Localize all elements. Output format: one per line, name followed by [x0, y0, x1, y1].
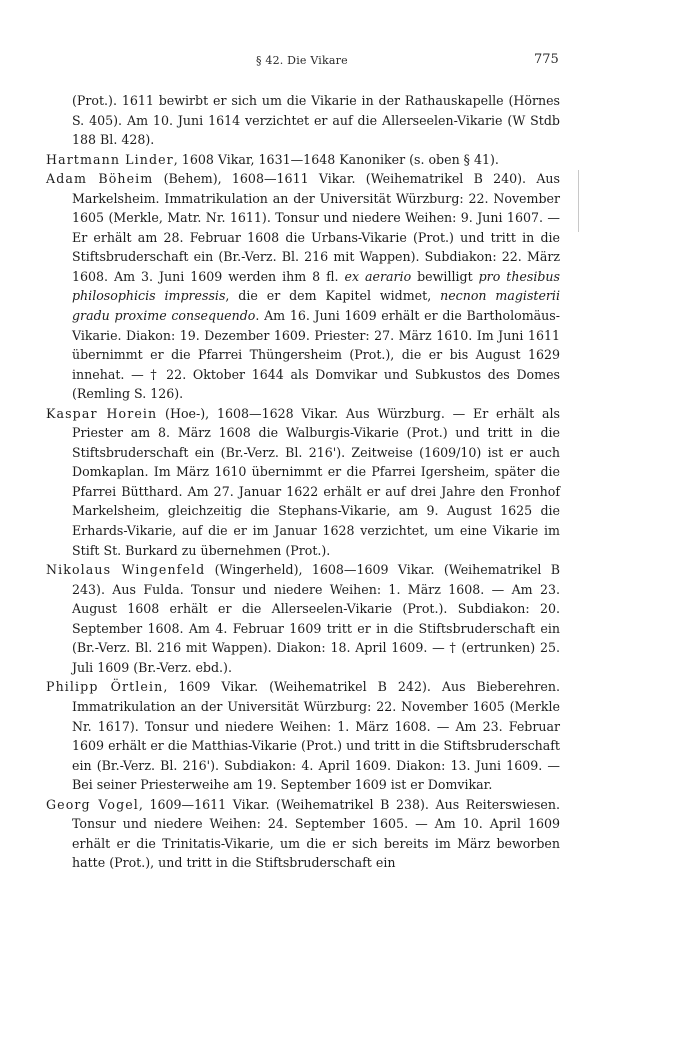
entry-name: Adam Böheim — [46, 171, 154, 187]
entry-nikolaus-wingenfeld — [46, 560, 560, 677]
entry-text: (Behem), 1608—1611 Vikar. (Weihematrikel B 240). Aus Markelsheim. Immatrikulation an der Universität Würzburg: 22. November 1605 (Merkle, Matr. Nr. 1611). Tonsur und niedere Weihen: 9. Juni 1607. — Er erhält am 28. Februar 1608 die Urbans-Vikarie (Prot.) und tritt in die Stiftsbruderschaft ein (Br.-Verz. Bl. 216 mit Wappen). Subdiakon: 22. März 1608. Am 3. Juni 1609 werden ihm 8 fl. — [72, 171, 560, 284]
page-number: 775 — [534, 52, 559, 67]
continuation-paragraph: (Prot.). 1611 bewirbt er sich um die Vikarie in der Rathauskapelle (Hörnes S. 405). Am 10. Juni 1614 verzichtet er auf die Allerseelen-Vikarie (W Stdb 188 Bl. 428). — [72, 93, 560, 148]
entry-text: , die er dem Kapitel widmet, — [225, 288, 441, 304]
page-header — [0, 52, 700, 72]
entry-text: , 1609—1611 Vikar. (Weihematrikel B 238). Aus Reiterswiesen. Tonsur und niedere Weihen: 24. September 1605. — Am 10. April 1609 erhält er die Trinitatis-Vikarie, um die er sich bereits im März beworben hatte (Prot.), und tritt in die Stiftsbruderschaft ein — [72, 796, 561, 871]
entry-name: Nikolaus Wingenfeld — [46, 562, 206, 578]
entry-georg-vogel — [46, 795, 560, 873]
entry-hartmann-linder — [46, 150, 560, 170]
latin-phrase: ex aerario — [344, 268, 412, 284]
entry-philipp-oertlein — [46, 677, 560, 794]
entry-name: Kaspar Horein — [46, 405, 158, 421]
running-head: § 42. Die Vikare — [256, 54, 348, 67]
entry-text: (Hoe-), 1608—1628 Vikar. Aus Würzburg. — Er erhält als Priester am 8. März 1608 die Walburgis-Vikarie (Prot.) und tritt in die Stiftsbruderschaft ein (Br.-Verz. Bl. 216'). Zeitweise (1609/10) ist er auch Domkaplan. Im März 1610 übernimmt er die Pfarrei Igersheim, später die Pfarrei Bütthard. Am 27. Januar 1622 erhält er auf drei Jahre den Fronhof Markelsheim, gleichzeitig die Stephans-Vikarie, am 9. August 1625 die Erhards-Vikarie, auf die er im Januar 1628 verzichtet, um eine Vikarie im Stift St. Burkard zu übernehmen (Prot.). — [72, 405, 560, 558]
entry-text: , 1609 Vikar. (Weihematrikel B 242). Aus Bieberehren. Immatrikulation an der Universität Würzburg: 22. November 1605 (Merkle Nr. 1617). Tonsur und niedere Weihen: 1. März 1608. — Am 23. Februar 1609 erhält er die Matthias-Vikarie (Prot.) und tritt in die Stiftsbruderschaft ein (Br.-Verz. Bl. 216'). Subdiakon: 4. April 1609. Diakon: 13. Juni 1609. — Bei seiner Priesterweihe am 19. September 1609 ist er Domvikar. — [72, 679, 560, 793]
latin-phrase: pro thesibus philosophicis impressis — [72, 268, 561, 304]
entry-text: . Am 16. Juni 1609 erhält er die Bartholomäus-Vikarie. Diakon: 19. Dezember 1609. Priester: 27. März 1610. Im Juni 1611 übernimmt er die Pfarrei Thüngersheim (Prot.), die er bis August 1629 innehat. — † 22. Oktober 1644 als Domvikar und Subkustos des Domes (Remling S. 126). — [72, 308, 560, 402]
entry-text: (Wingerheld), 1608—1609 Vikar. (Weihematrikel B 243). Aus Fulda. Tonsur und niedere Weihen: 1. März 1608. — Am 23. August 1608 erhält er die Allerseelen-Vikarie (Prot.). Subdiakon: 20. September 1608. Am 4. Februar 1609 tritt er in die Stiftsbruderschaft ein (Br.-Verz. Bl. 216 mit Wappen). Diakon: 18. April 1609. — † (ertrunken) 25. Juli 1609 (Br.-Verz. ebd.). — [72, 562, 560, 675]
entry-text: , 1608 Vikar, 1631—1648 Kanoniker (s. oben § 41). — [173, 151, 499, 167]
entry-kaspar-horein — [46, 404, 560, 560]
entry-adam-boeheim — [46, 169, 560, 404]
entry-name: Philipp Örtlein — [46, 679, 164, 695]
latin-phrase: necnon magisterii gradu proxime consequendo — [72, 288, 560, 324]
entry-name: Georg Vogel — [46, 796, 139, 812]
entry-text: bewilligt — [411, 268, 479, 284]
body-text — [46, 91, 560, 873]
margin-mark — [578, 170, 579, 232]
entry-name: Hartmann Linder — [46, 151, 174, 167]
